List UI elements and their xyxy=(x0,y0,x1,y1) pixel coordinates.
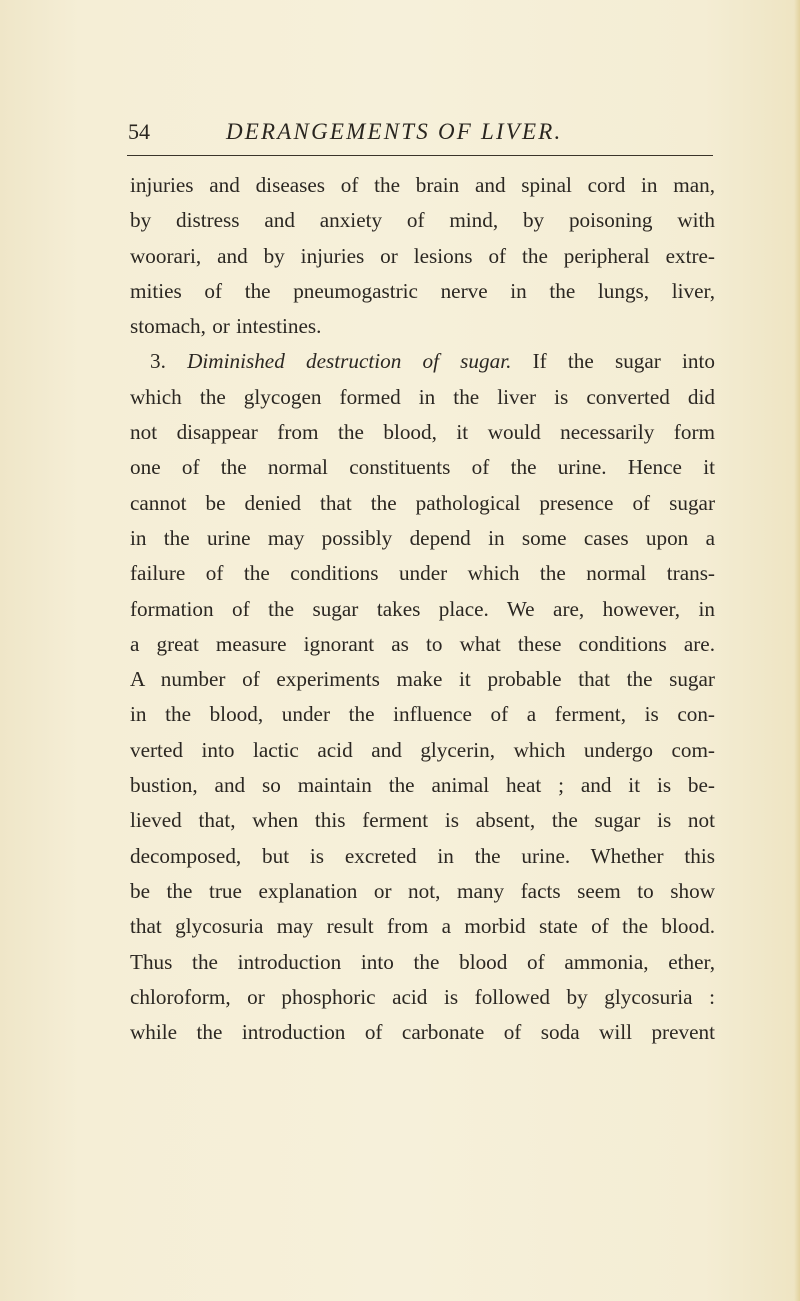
text-line: decomposed, but is excreted in the urine. Whether this xyxy=(130,843,715,868)
text-line: in the blood, under the influence of a ferment, is con- xyxy=(130,702,715,727)
section-heading-line xyxy=(130,344,715,379)
text-line: by distress and anxiety of mind, by poisoning with xyxy=(130,208,715,233)
text-line: Thus the introduction into the blood of ammonia, ether, xyxy=(130,949,715,974)
text-line: bustion, and so maintain the animal heat ; and it is be- xyxy=(130,773,715,798)
text-line: a great measure ignorant as to what these conditions are. xyxy=(130,631,715,656)
page-edge-shadow xyxy=(794,0,800,1301)
text-line: A number of experiments make it probable that the sugar xyxy=(130,667,715,692)
section-heading-continuation: If the sugar into xyxy=(532,349,716,374)
page-number: 54 xyxy=(128,119,150,144)
text-line: verted into lactic acid and glycerin, which undergo com- xyxy=(130,737,715,762)
text-line: be the true explanation or not, many facts seem to show xyxy=(130,878,715,903)
text-line: that glycosuria may result from a morbid state of the blood. xyxy=(130,914,715,939)
section-heading: Diminished destruction of sugar. xyxy=(187,349,512,374)
text-line: lieved that, when this ferment is absent, the sugar is not xyxy=(130,808,715,833)
text-line: cannot be denied that the pathological presence of sugar xyxy=(130,490,715,515)
text-line: stomach, or intestines. xyxy=(130,314,322,339)
text-line: one of the normal constituents of the urine. Hence it xyxy=(130,455,715,480)
section-number: 3. xyxy=(150,349,166,374)
text-line: not disappear from the blood, it would necessarily form xyxy=(130,420,715,445)
text-line: formation of the sugar takes place. We are, however, in xyxy=(130,596,715,621)
running-head: DERANGEMENTS OF LIVER. xyxy=(226,119,563,144)
text-line: injuries and diseases of the brain and spinal cord in man, xyxy=(130,173,715,197)
text-line: mities of the pneumogastric nerve in the lungs, liver, xyxy=(130,278,715,303)
body-text xyxy=(130,168,715,1050)
header-rule xyxy=(127,155,713,156)
text-line: chloroform, or phosphoric acid is followed by glycosuria : xyxy=(130,984,715,1009)
page-header xyxy=(128,116,718,148)
text-line: while the introduction of carbonate of soda will prevent xyxy=(130,1020,715,1045)
text-line: woorari, and by injuries or lesions of the peripheral extre- xyxy=(130,243,715,268)
text-line: in the urine may possibly depend in some cases upon a xyxy=(130,525,715,550)
text-line: failure of the conditions under which the normal trans- xyxy=(130,561,715,586)
text-line: which the glycogen formed in the liver is converted did xyxy=(130,384,715,409)
